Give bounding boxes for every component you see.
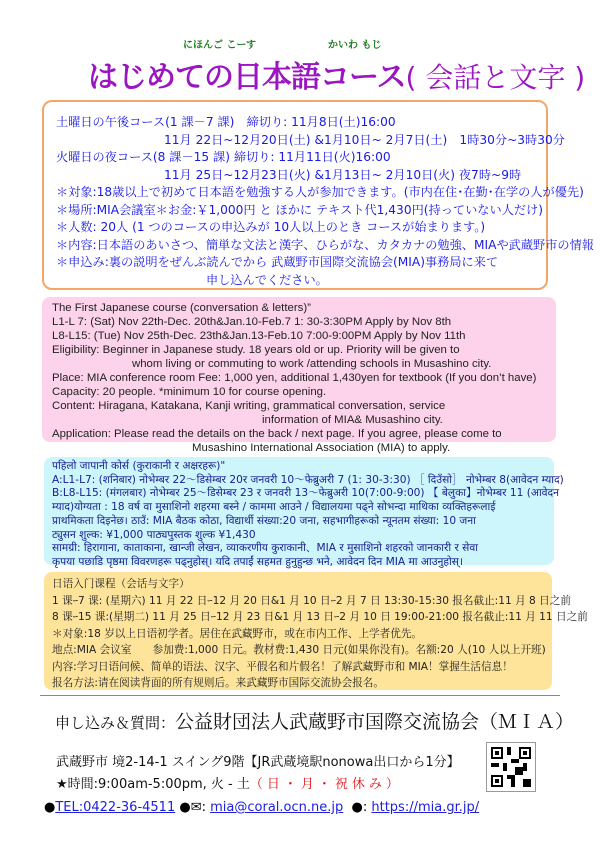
nepali-line: प्राथमिकता दिइनेछ। ठाउँ: MIA बैठक कोठा, विद्यार्थी संख्या:20 जना, सहभागीहरूको न्यूनतम संख्या: 10 जना — [52, 514, 476, 527]
closed-days: （日・月・祝休み） — [249, 777, 403, 792]
office-hours — [56, 773, 403, 792]
nepali-line: कृपया पछाडि पृष्ठमा विवरणहरू पढ्नुहोस्। यदि तपाईं सहमत हुनुहुन्छ भने, आवेदन दिन MIA मा आउनुहोस्। — [52, 555, 463, 568]
japanese-section — [42, 100, 594, 290]
contact-label: 申し込み＆質問： — [55, 714, 176, 732]
japanese-line: 申し込んでください。 — [206, 272, 328, 287]
nepali-line: B:L8-L15: (मंगलबार) नोभेम्बर 25～डिसेम्बर 23 र जनवरी 13～फेब्रुअरी 10(7:00-9:00) 【 बेलुका】नोभेम्बर 11 (आवेदन — [52, 487, 560, 500]
chinese-line: 日语入门课程（会话与文字） — [52, 578, 190, 590]
english-line: L1-L 7: (Sat) Nov 22th-Dec. 20th&Jan.10-Feb.7 1: 30-3:30PM Apply by Nov 8th — [52, 316, 452, 328]
title-ruby: かいわ もじ — [328, 40, 382, 51]
website-link[interactable]: https://mia.gr.jp/ — [371, 800, 480, 815]
chinese-line: 1 课ｰ7 课: (星期六) 11 月 22 日ｰ12 月 20 日&1 月 10 日ｰ2 月 7 日 13:30-15:30 报名截止:11 月 8 日之前 — [52, 594, 571, 607]
english-line: Place: MIA conference room Fee: 1,000 yen, additional 1,430yen for textbook (If you don’t have) — [52, 372, 537, 384]
english-line: Eligibility: Beginner in Japanese study. 18 years old or up. Priority will be given to — [52, 344, 460, 356]
title-ruby: にほんご こーす — [183, 40, 256, 51]
english-line: Application: Please read the details on the back / next page. If you agree, please come to — [52, 428, 502, 440]
english-line: Content: Hiragana, Katakana, Kanji writing, grammatical conversation, service — [52, 400, 446, 412]
japanese-line: ＊内容:日本語のあいさつ、簡単な文法と漢字、ひらがな、カタカナの勉強、MIAや武蔵野市の情報 — [56, 237, 594, 252]
mail-icon: ●✉: — [179, 800, 206, 815]
nepali-line: पहिलो जापानी कोर्स (कुराकानी र अक्षरहरू)" — [52, 460, 226, 472]
japanese-line: ＊人数: 20人 (1 つのコースの申込みが 10人以上のとき コースが始まります。) — [56, 220, 486, 234]
page-title — [88, 40, 586, 96]
nepali-line: सामग्री: हिरागाना, काताकाना, खान्जी लेखन, व्याकरणीय कुराकानी、MIA र मुसाशिनो शहरको जानकारी र सेवा — [52, 542, 478, 555]
chinese-line: 8 课ｰ15 课:(星期二) 11 月 25 日ｰ12 月 23 日&1 月 13 日ｰ2 月 10 日 19:00-21:00 报名截止:11 月 11 日之前 — [52, 611, 588, 623]
japanese-line: ＊場所:MIA会議室＊お金:￥1,000円 と ほかに テキスト代1,430円(持っていない人だけ) — [56, 202, 543, 217]
english-line: information of MIA& Musashino city. — [262, 414, 443, 426]
nepali-section — [44, 457, 564, 568]
contact-links — [44, 800, 479, 815]
nepali-line: ट्युसन शुल्क: ¥1,000 पाठ्यपुस्तक शुल्क ¥1,430 — [52, 528, 256, 541]
japanese-line: 土曜日の午後コース(1 課－7 課) 締切り: 11月8日(土)16:00 — [56, 115, 396, 129]
bullet-icon: ● — [44, 800, 56, 815]
chinese-line: 报名方法:请在阅读背面的所有规则后。来武藏野市国际交流协会报名。 — [52, 677, 384, 689]
english-line: L8-L15: (Tue) Nov 25th-Dec. 23th&Jan.13-Feb.10 7:00-9:00PM Apply by Nov 11th — [52, 330, 466, 342]
contact-heading — [55, 707, 574, 734]
japanese-line: ＊申込み:裏の説明をぜんぶ読んでから 武蔵野市国際交流協会(MIA)事務局に来て — [56, 255, 499, 269]
japanese-line: 火曜日の夜コース(8 課－15 課) 締切り: 11月11日(火)16:00 — [56, 150, 391, 164]
chinese-line: 地点:MIA 会议室 参加费:1,000 日元。教材费:1,430 日元(如果你没有)。名额:20 人(10 人以上开班) — [52, 644, 546, 656]
nepali-line: म्याद)योग्यता : 18 वर्ष वा मुसाशिनो शहरमा बस्ने / काममा आउने / विद्यालयमा पढ्ने सोभन्दा माथिका व्यक्तिहरूलाई — [52, 501, 496, 514]
japanese-line: ＊対象:18歳以上で初めて日本語を勉強する人が参加できます。(市内在住･在勤･在学の人が優先) — [56, 185, 584, 199]
address: 武蔵野市 境2-14-1 スイング9階【JR武蔵境駅nonowa出口から1分】 — [56, 755, 460, 770]
japanese-line: 11月 25日~12月23日(火) &1月13日~ 2月10日(火) 夜7時~9時 — [164, 167, 522, 182]
title-main: はじめての日本語コース — [88, 60, 406, 95]
english-line: whom living or commuting to work /attending schools in Musashino city. — [132, 358, 492, 370]
chinese-line: ＊对象:18 岁以上日语初学者。居住在武藏野市，或在市内工作、上学者优先。 — [52, 627, 423, 640]
qr-code — [486, 742, 536, 792]
chinese-section — [44, 572, 588, 690]
chinese-line: 内容:学习日语问候、简单的语法、汉字、平假名和片假名！了解武藏野市和 MIA！掌握生活信息！ — [52, 660, 513, 673]
email-link[interactable]: mia@coral.ocn.ne.jp — [210, 800, 344, 815]
nepali-line: A:L1-L7: (शनिबार) नोभेम्बर 22～डिसेम्बर 20र जनवरी 10～फेब्रुअरी 7 (1: 30-3:30) ［ दिउँसो］ नोभेम्बर 8(आवेदन म्याद) — [52, 473, 564, 486]
title-sub: ( 会話と文字 ) — [405, 61, 586, 94]
japanese-line: 11月 22日~12月20日(土) &1月10日~ 2月7日(土) 1時30分~3時30分 — [164, 132, 565, 147]
english-line: The First Japanese course (conversation & letters)” — [52, 302, 311, 314]
english-line: Capacity: 20 people. *minimum 10 for course opening. — [52, 386, 327, 398]
organization-name: 公益財団法人武蔵野市国際交流協会（ＭＩＡ） — [175, 711, 575, 733]
english-section — [42, 297, 556, 454]
hours-text: ★時間:9:00am-5:00pm, 火 - 土 — [56, 777, 250, 792]
english-line: Musashino International Association (MIA) to apply. — [192, 442, 451, 454]
web-icon: ●: — [351, 800, 368, 815]
divider — [40, 695, 560, 696]
tel-link[interactable]: TEL:0422-36-4511 — [55, 800, 176, 815]
